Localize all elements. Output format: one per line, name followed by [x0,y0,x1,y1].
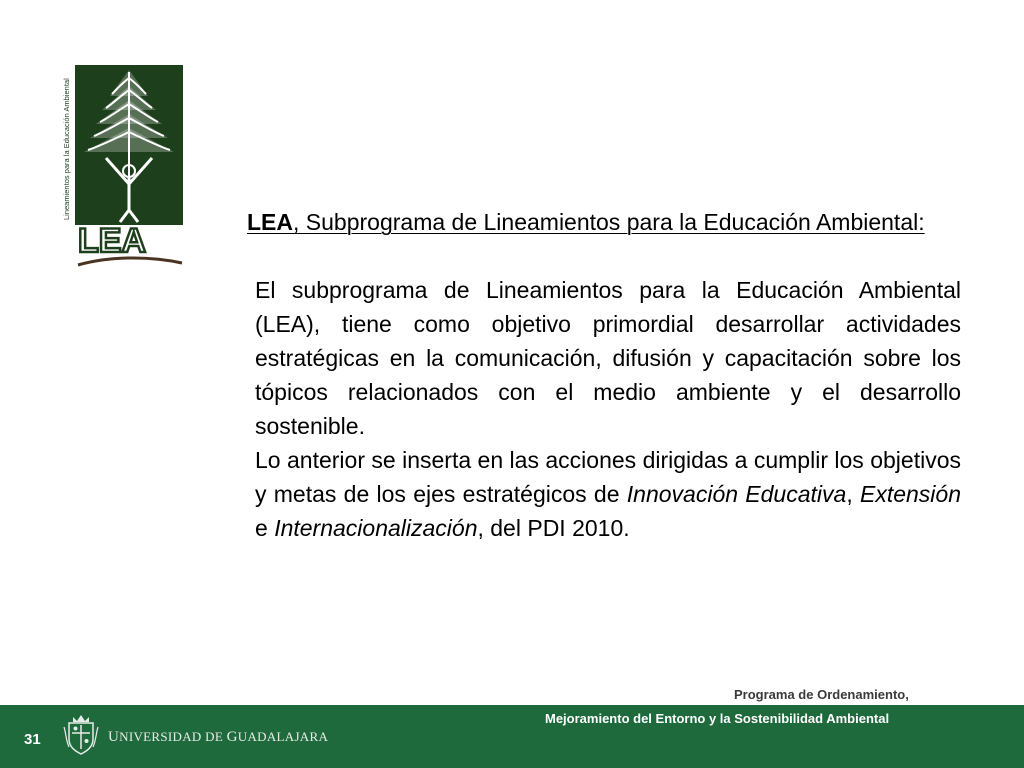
lea-tree-logo-icon [50,60,190,275]
university-crest-icon [63,713,99,755]
italic-innovacion: Innovación Educativa [626,481,847,507]
svg-text:LEA: LEA [78,222,146,260]
paragraph-2-text: Lo anterior se inserta en las acciones dirigidas a cumplir los objetivos y metas de los ejes estratégicos de [255,447,961,507]
university-name-part1: NIVERSIDAD DE [119,729,227,744]
heading-rest: , Subprograma de Lineamientos para la Educación Ambiental: [293,209,925,235]
logo-vertical-text: Lineamientos para la Educación Ambiental [62,78,71,220]
university-name [108,729,328,746]
paragraph-2 [255,443,961,545]
paragraph-2-end: , del PDI 2010. [477,515,630,541]
university-name-part2: UADALAJARA [237,729,329,744]
italic-extension: Extensión [859,481,961,507]
university-initial-g: G [226,729,238,745]
university-initial-u: U [108,729,120,745]
italic-internacionalizacion: Internacionalización [274,515,478,541]
separator-2: e [255,515,275,541]
slide-heading [247,205,961,239]
footer-program-subtitle: Mejoramiento del Entorno y la Sostenibilidad Ambiental [545,711,890,726]
separator-1: , [846,481,860,507]
paragraph-1: El subprograma de Lineamientos para la Educación Ambiental (LEA), tiene como objetivo primordial desarrollar actividades estratégicas en la comunicación, difusión y capacitación sobre los tópicos relacionados con el medio ambiente y el desarrollo sostenible. [255,277,961,439]
footer-program-title: Programa de Ordenamiento, [734,687,909,702]
page-number: 31 [24,731,41,748]
slide-content [247,205,961,545]
lea-logo [50,60,190,275]
heading-lea: LEA [247,209,293,235]
